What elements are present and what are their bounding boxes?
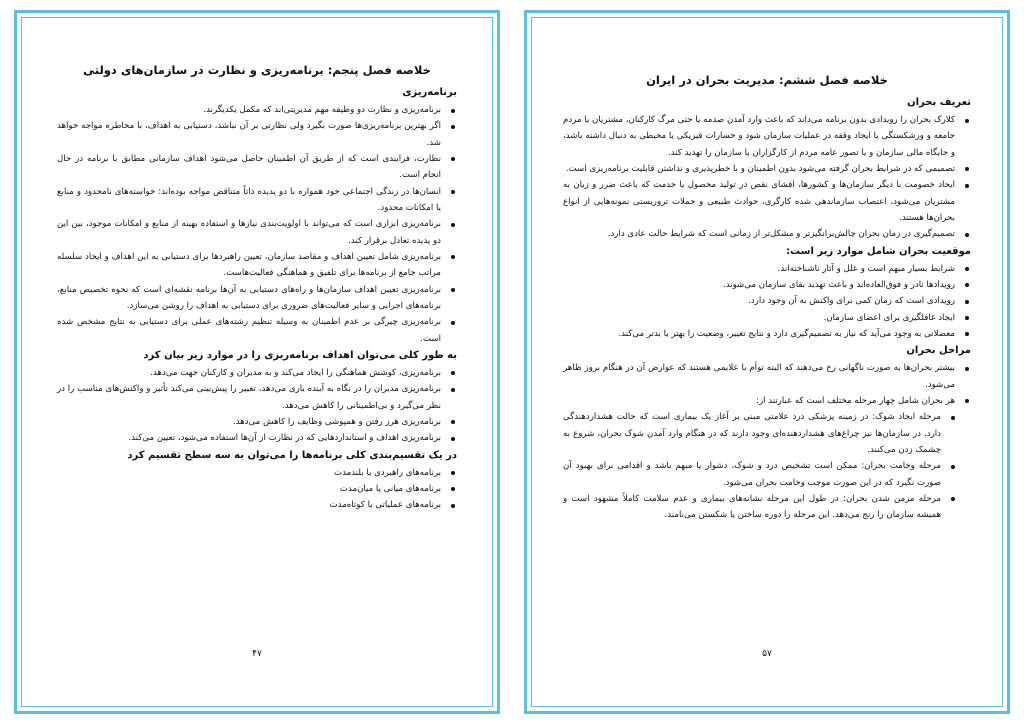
list-item: رویدادی است که زمان کمی برای واکنش به آن وجود دارد. xyxy=(563,293,971,309)
list-item: برنامه‌ریزی، کوشش هماهنگی را ایجاد می‌کند و به مدیران و کارکنان جهت می‌دهد. xyxy=(57,365,457,381)
list-item: تصمیمی که در شرایط بحران گرفته می‌شود بدون اطمینان و با خطرپذیری و نداشتن قابلیت برنامه‌ریزی است. xyxy=(563,161,971,177)
page-number: ۵۷ xyxy=(762,649,772,659)
list-item: تصمیم‌گیری در زمان بحران چالش‌برانگیزتر و مشکل‌تر از زمانی است که شرایط حالت عادی دارد. xyxy=(563,226,971,242)
section-heading-plan-levels: در یک تقسیم‌بندی کلی برنامه‌ها را می‌توان به سه سطح تقسیم کرد xyxy=(127,449,457,461)
right-page xyxy=(524,10,1010,714)
crisis-stages-list xyxy=(563,360,971,409)
list-item: کلارک بحران را رویدادی بدون برنامه می‌داند که باعث وارد آمدن صدمه یا حتی مرگ کارکنان، مشتریان یا مردم جامعه و ورشکستگی یا ایجاد وقفه در عملیات سازمان شود و خسارات فیزیکی یا محیطی به دنبال داشته باشد، و جایگاه مالی سازمان و یا تصور عامه مردم از کارگزاران یا سازمان را تهدید کند. xyxy=(563,112,971,161)
list-item: اگر بهترین برنامه‌ریزی‌ها صورت بگیرد ولی نظارتی بر آن نباشد، دستیابی به اهداف، با مخاطره مواجه خواهد شد. xyxy=(57,118,457,151)
section-heading-planning: برنامه‌ریزی xyxy=(402,87,457,98)
list-item: ایجاد غافلگیری برای اعضای سازمان. xyxy=(563,310,971,326)
crisis-situation-list xyxy=(563,261,971,343)
list-item: برنامه‌های راهبردی یا بلندمدت xyxy=(57,465,457,481)
list-item: برنامه‌ریزی تعیین اهداف سازمان‌ها و راه‌های دستیابی به آن‌ها برنامه نقشه‌ای است که نحوه تخصیص منابع، برنامه‌های اجرایی و سایر فعالیت‌های ضروری برای دستیابی به اهداف را روشن می‌سازد. xyxy=(57,282,457,315)
planning-goals-list xyxy=(57,365,457,447)
left-page-title: خلاصه فصل پنجم: برنامه‌ریزی و نظارت در سازمان‌های دولتی xyxy=(83,63,431,77)
list-item: برنامه‌ریزی و نظارت دو وظیفه مهم مدیریتی‌اند که مکمل یکدیگرند. xyxy=(57,102,457,118)
list-item: هر بحران شامل چهار مرحله مختلف است که عبارتند از: xyxy=(563,393,971,409)
planning-list xyxy=(57,102,457,347)
list-item: برنامه‌ریزی اهداف و استانداردهایی که در نظارت از آن‌ها استفاده می‌شود، تعیین می‌کند. xyxy=(57,430,457,446)
section-heading-crisis-situation: موقعیت بحران شامل موارد زیر است: xyxy=(786,245,971,257)
list-item: مرحله مزمن شدن بحران: در طول این مرحله نشانه‌های بیماری و عدم سلامت کاملاً مشهود است و همیشه سازمان را رنج می‌دهد. این مرحله را دوره ساختن یا شکستن می‌نامند. xyxy=(563,491,971,524)
section-heading-crisis-definition: تعریف بحران xyxy=(907,97,971,108)
list-item: برنامه‌ریزی ابزاری است که می‌تواند با اولویت‌بندی نیازها و استفاده بهینه از منابع و امکانات موجود، بین این دو پدیده تعادل برقرار کند. xyxy=(57,216,457,249)
section-heading-crisis-stages: مراحل بحران xyxy=(906,345,971,357)
list-item: معضلاتی به وجود می‌آید که نیاز به تصمیم‌گیری دارد و نتایج تغییر، وضعیت را بهتر یا بدتر می‌کند. xyxy=(563,326,971,342)
list-item: شرایط بسیار مبهم است و علل و آثار ناشناخته‌اند. xyxy=(563,261,971,277)
list-item: برنامه‌ریزی هرز رفتن و همپوشی وظایف را کاهش می‌دهد. xyxy=(57,414,457,430)
left-page xyxy=(14,10,500,714)
crisis-stages-sublist xyxy=(563,409,971,523)
list-item: انسان‌ها در زندگی اجتماعی خود همواره با دو پدیده ذاتاً متناقض مواجه بوده‌اند: خواسته‌های نامحدود و منابع یا امکانات محدود. xyxy=(57,184,457,217)
list-item: مرحله وخامت بحران: ممکن است تشخیص درد و شوک، دشوار یا مبهم باشد و اقدامی برای بهبود آن صورت نگیرد که در این صورت موجب وخامت بحران می‌شود. xyxy=(563,458,971,491)
right-page-content xyxy=(563,73,971,671)
list-item: نظارت، فرایندی است که از طریق آن اطمینان حاصل می‌شود اهداف سازمانی مطابق با برنامه در حال انجام است. xyxy=(57,151,457,184)
left-page-content xyxy=(57,63,457,671)
section-heading-planning-goals: به طور کلی می‌توان اهداف برنامه‌ریزی را در موارد زیر بیان کرد xyxy=(143,349,457,361)
right-page-title: خلاصه فصل ششم: مدیریت بحران در ایران xyxy=(646,73,888,87)
plan-levels-list xyxy=(57,465,457,514)
list-item: برنامه‌های میانی یا میان‌مدت xyxy=(57,481,457,497)
list-item: رویدادها نادر و فوق‌العاده‌اند و باعث تهدید بقای سازمان می‌شوند. xyxy=(563,277,971,293)
list-item: برنامه‌ریزی مدیران را در نگاه به آینده یاری می‌دهد، تغییر را پیش‌بینی می‌کند تأثیر و واکنش‌های مناسب را در نظر می‌گیرد و بی‌اطمینانی را کاهش می‌دهد. xyxy=(57,381,457,414)
list-item: مرحله ایجاد شوک: در زمینه پزشکی درد علامتی مبنی بر آغاز یک بیماری است که حالت هشداردهندگی دارد. در سازمان‌ها نیز چراغ‌های هشداردهنده‌ای وجود دارند که در هنگام وارد آمدن شوک بحران، شروع به چشمک زدن می‌کنند. xyxy=(563,409,971,458)
list-item: بیشتر بحران‌ها به صورت ناگهانی رخ می‌دهند که البته توأم با علایمی هستند که عوارض آن در هنگام بروز ظاهر می‌شود. xyxy=(563,360,971,393)
list-item: برنامه‌ریزی چیرگی بر عدم اطمینان به وسیله تنظیم رشته‌های عملی برای دستیابی به نتایج مشخص شده است. xyxy=(57,314,457,347)
page-number: ۴۷ xyxy=(252,649,262,659)
list-item: برنامه‌ریزی شامل تعیین اهداف و مقاصد سازمان، تعیین راهبردها برای دستیابی به این اهداف و ایجاد سلسله مراتب جامع از برنامه‌ها برای تلفیق و هماهنگی فعالیت‌هاست. xyxy=(57,249,457,282)
list-item: ایجاد خصومت با دیگر سازمان‌ها و کشورها، افشای نقص در تولید محصول یا خدمت که باعث ضرر و زیان به مشتریان می‌شود، اعتصاب سازماندهی شده کارگری، حوادث طبیعی و حملات تروریستی نمونه‌هایی از انواع بحران‌ها هستند. xyxy=(563,177,971,226)
crisis-definition-list xyxy=(563,112,971,243)
list-item: برنامه‌های عملیاتی یا کوتاه‌مدت xyxy=(57,497,457,513)
